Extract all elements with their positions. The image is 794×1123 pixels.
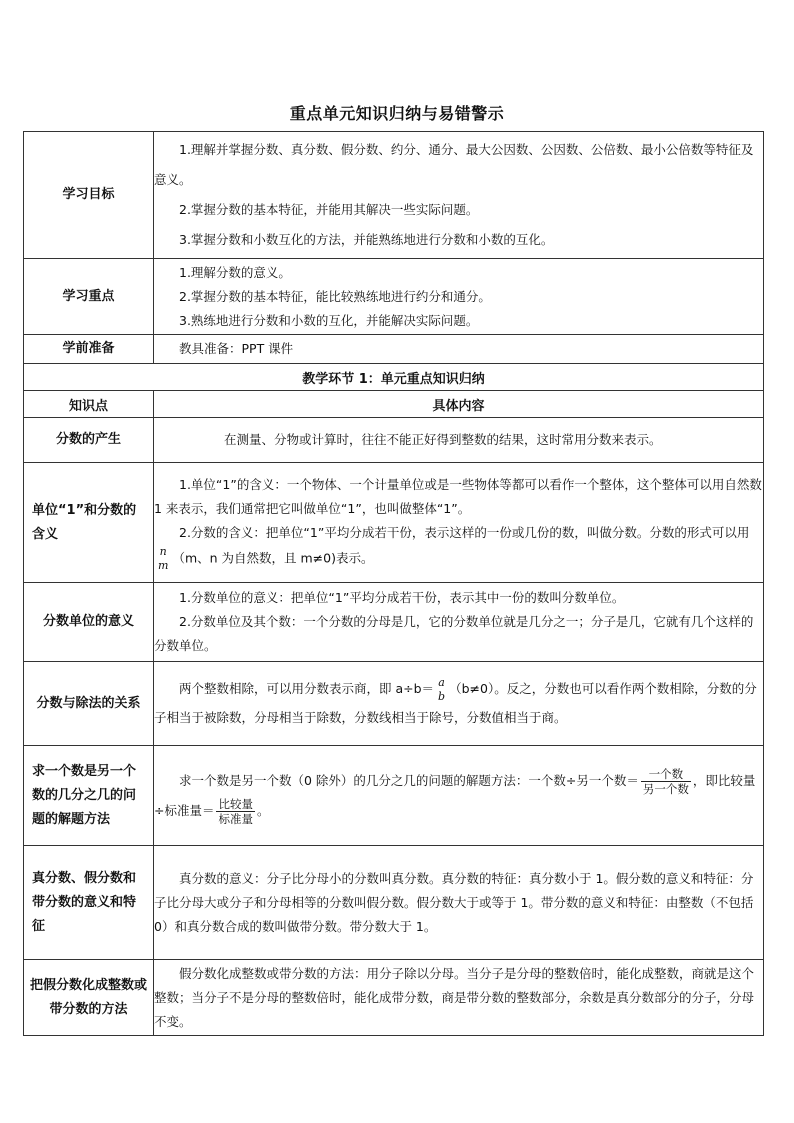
- proper-improper-text: 真分数的意义：分子比分母小的分数叫真分数。真分数的特征：真分数小于 1。假分数的意义和特征：分子比分母大或分子和分母相等的分数叫假分数。假分数大于或等于 1。带分数的意义和特征：由整数（不包括 0）和真分数合成的数叫做带分数。带分数大于 1。: [154, 870, 754, 934]
- ratio-problem-head: 求一个数是另一个数（0 除外）的几分之几的问题的解题方法：一个数÷另一个数＝: [179, 772, 639, 788]
- fraction-numerator: n: [159, 544, 167, 558]
- fraction-numerator: 一个数: [641, 767, 691, 782]
- ratio-problem-mid: ，即比较量÷标准量＝: [154, 772, 756, 818]
- fraction-denominator: m: [158, 558, 169, 572]
- lesson-table: [23, 131, 764, 1036]
- row-origin: [24, 418, 764, 463]
- origin-label: 分数的产生: [24, 418, 154, 463]
- row-key-points: [24, 259, 764, 335]
- preparation-text: 教具准备：PPT 课件: [179, 341, 294, 356]
- convert-text: 假分数化成整数或带分数的方法：用分子除以分母。当分子是分母的整数倍时，能化成整数，商就是这个整数；当分子不是分母的整数倍时，能化成带分数，商是带分数的整数部分，余数是真分数部分的分子，分母不变。: [154, 965, 755, 1029]
- origin-text: 在测量、分物或计算时，往往不能正好得到整数的结果，这时常用分数来表示。: [224, 432, 662, 447]
- header-content: 具体内容: [154, 391, 764, 418]
- unit-one-label: 单位“1”和分数的含义: [24, 463, 154, 583]
- fraction-unit-content: [154, 583, 764, 662]
- preparation-content: [154, 335, 764, 364]
- ratio-problem-label: 求一个数是另一个数的几分之几的问题的解题方法: [24, 746, 154, 846]
- objective-item: 1.理解并掌握分数、真分数、假分数、约分、通分、最大公因数、公因数、公倍数、最小公倍数等特征及意义。: [154, 142, 754, 187]
- fraction-denominator: b: [438, 689, 446, 703]
- unit-one-p2: [154, 521, 763, 573]
- header-knowledge-point: 知识点: [24, 391, 154, 418]
- row-proper-improper: [24, 846, 764, 960]
- row-objectives: [24, 132, 764, 259]
- objective-item: 2.掌握分数的基本特征，并能用其解决一些实际问题。: [179, 202, 479, 217]
- fraction-unit-p2: 2.分数单位及其个数：一个分数的分母是几，它的分数单位就是几分之一；分子是几，它就有几个这样的分数单位。: [154, 614, 754, 653]
- key-point-item: 3.熟练地进行分数和小数的互化，并能解决实际问题。: [179, 312, 479, 328]
- fraction-denominator: 标准量: [218, 811, 253, 826]
- row-fraction-unit: [24, 583, 764, 662]
- row-preparation: [24, 335, 764, 364]
- fraction-unit-label: 分数单位的意义: [24, 583, 154, 662]
- row-section-title: [24, 364, 764, 391]
- section-title: 教学环节 1：单元重点知识归纳: [24, 364, 764, 391]
- key-points-label: 学习重点: [24, 259, 154, 335]
- division-text: [154, 675, 763, 732]
- fraction-denominator: 另一个数: [642, 781, 689, 796]
- row-division: [24, 662, 764, 746]
- objectives-label: 学习目标: [24, 132, 154, 259]
- unit-one-p2-tail: （m、n 为自然数，且 m≠0)表示。: [172, 550, 374, 565]
- convert-label: 把假分数化成整数或带分数的方法: [24, 960, 154, 1036]
- division-label: 分数与除法的关系: [24, 662, 154, 746]
- objectives-content: [154, 132, 764, 259]
- ratio-problem-text: [154, 766, 763, 826]
- proper-improper-label: 真分数、假分数和带分数的意义和特征: [24, 846, 154, 960]
- fraction-n-over-m: [156, 545, 170, 573]
- unit-one-p2-text: 2.分数的含义：把单位“1”平均分成若干份，表示这样的一份或几份的数，叫做分数。分数的形式可以用: [179, 524, 750, 540]
- fraction-a-over-b: [436, 676, 447, 704]
- preparation-label: 学前准备: [24, 335, 154, 364]
- fraction-comparison: [216, 797, 255, 826]
- page-title: 重点单元知识归纳与易错警示: [289, 104, 505, 123]
- division-head: 两个整数相除，可以用分数表示商，即 a÷b＝: [179, 681, 435, 697]
- convert-content: [154, 960, 764, 1036]
- ratio-problem-end: 。: [256, 802, 270, 818]
- fraction-numerator: a: [438, 675, 445, 689]
- origin-content: [154, 418, 764, 463]
- fraction-numerator: 比较量: [218, 796, 253, 811]
- key-point-item: 2.掌握分数的基本特征，能比较熟练地进行约分和通分。: [179, 288, 491, 304]
- row-unit-one: [24, 463, 764, 583]
- objective-item: 3.掌握分数和小数互化的方法，并能熟练地进行分数和小数的互化。: [179, 232, 554, 247]
- ratio-problem-content: [154, 746, 764, 846]
- division-tail: （b≠0）。反之，分数也可以看作两个数相除，分数的分子相当于被除数，分母相当于除数，分数线相当于除号，分数值相当于商。: [154, 681, 757, 725]
- key-point-item: 1.理解分数的意义。: [179, 264, 291, 280]
- fraction-unit-p1: 1.分数单位的意义：把单位“1”平均分成若干份，表示其中一份的数叫分数单位。: [179, 590, 625, 605]
- proper-improper-content: [154, 846, 764, 960]
- unit-one-content: [154, 463, 764, 583]
- row-ratio-problem: [24, 746, 764, 846]
- key-points-content: [154, 259, 764, 335]
- row-convert: [24, 960, 764, 1036]
- unit-one-p1: 1.单位“1”的含义：一个物体、一个计量单位或是一些物体等都可以看作一个整体，这个整体可以用自然数 1 来表示，我们通常把它叫做单位“1”，也叫做整体“1”。: [154, 476, 762, 516]
- fraction-quantity: [641, 767, 691, 796]
- row-headers: [24, 391, 764, 418]
- division-content: [154, 662, 764, 746]
